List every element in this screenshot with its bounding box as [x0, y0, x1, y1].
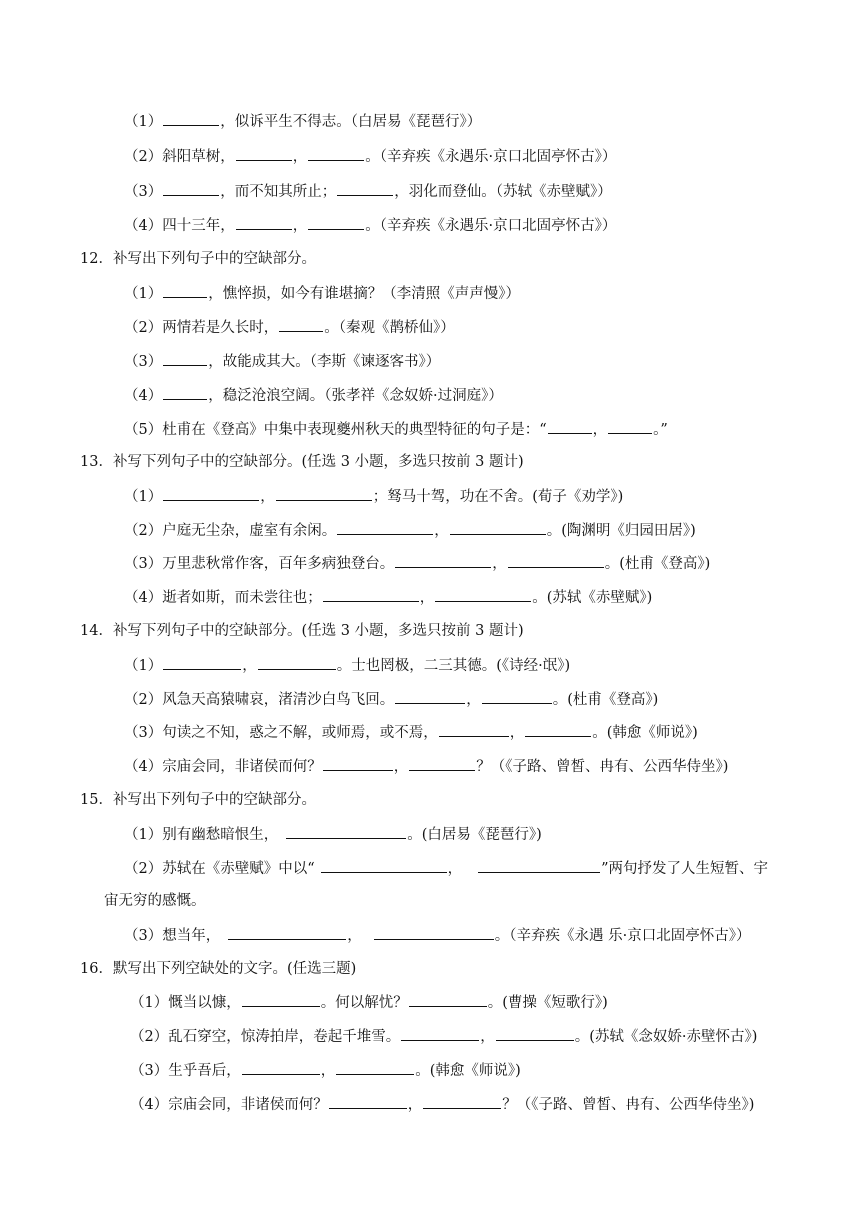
- q12-item-4: （4） ，稳泛沧浪空阔。（张孝祥《念奴娇·过洞庭》）: [124, 385, 503, 406]
- q13-item-1: （1） ， ；驽马十驾，功在不舍。(荀子《劝学》): [124, 486, 623, 507]
- q14-item-1: （1） ， 。士也罔极，二三其德。(《诗经·氓》): [124, 655, 570, 676]
- blank[interactable]: [329, 1094, 407, 1109]
- blank[interactable]: [242, 992, 320, 1007]
- q14-item-3: （3）句读之不知，惑之不解，或师焉，或不焉， ， 。(韩愈《师说》): [124, 722, 698, 743]
- q16-item-3: （3）生乎吾后， ， 。(韩愈《师说》): [130, 1060, 521, 1081]
- blank[interactable]: [409, 756, 475, 771]
- blank[interactable]: [258, 655, 336, 670]
- blank[interactable]: [525, 722, 591, 737]
- blank[interactable]: [608, 419, 652, 434]
- q15-item-1: （1）别有幽愁暗恨生， 。(白居易《琵琶行》): [124, 824, 542, 845]
- blank[interactable]: [337, 520, 433, 535]
- blank[interactable]: [242, 1060, 320, 1075]
- blank[interactable]: [548, 419, 592, 434]
- q13-item-3: （3）万里悲秋常作客，百年多病独登台。 ， 。(杜甫《登高》): [124, 553, 710, 574]
- q15-item-2: （2）苏轼在《赤壁赋》中以“ ， ”两句抒发了人生短暂、宇: [124, 858, 768, 879]
- q14-title: 14．补写下列句子中的空缺部分。(任选 3 小题，多选只按前 3 题计): [80, 623, 524, 639]
- q11-item-2: （2）斜阳草树， ， 。（辛弃疾《永遇乐·京口北固亭怀古》）: [124, 146, 616, 167]
- q15-item-2-cont: 宙无穷的感慨。: [104, 893, 206, 909]
- q13-title: 13．补写下列句子中的空缺部分。(任选 3 小题，多选只按前 3 题计): [80, 454, 524, 470]
- blank[interactable]: [321, 858, 447, 873]
- blank[interactable]: [279, 317, 323, 332]
- blank[interactable]: [236, 146, 292, 161]
- blank[interactable]: [163, 111, 219, 126]
- blank[interactable]: [163, 655, 241, 670]
- q11-item-3: （3） ，而不知其所止； ，羽化而登仙。（苏轼《赤壁赋》）: [124, 181, 612, 202]
- blank[interactable]: [308, 146, 364, 161]
- blank[interactable]: [236, 215, 292, 230]
- blank[interactable]: [478, 858, 600, 873]
- blank[interactable]: [395, 553, 491, 568]
- q14-item-2: （2）风急天高猿啸哀，渚清沙白鸟飞回。 ， 。(杜甫《登高》): [124, 689, 658, 710]
- blank[interactable]: [163, 283, 207, 298]
- blank[interactable]: [401, 1026, 479, 1041]
- q13-item-2: （2）户庭无尘杂，虚室有余闲。 ， 。(陶渊明《归园田居》): [124, 520, 696, 541]
- blank[interactable]: [395, 689, 465, 704]
- blank[interactable]: [308, 215, 364, 230]
- q12-item-5: （5）杜甫在《登高》中集中表现夔州秋天的典型特征的句子是：“ ， 。”: [124, 419, 668, 440]
- blank[interactable]: [423, 1094, 501, 1109]
- blank[interactable]: [228, 925, 346, 940]
- q11-item-1: （1） ，似诉平生不得志。（白居易《琵琶行》）: [124, 111, 481, 132]
- blank[interactable]: [435, 587, 531, 602]
- blank[interactable]: [276, 486, 372, 501]
- q15-item-3: （3）想当年， ， 。（辛弃疾《永遇 乐·京口北固亭怀古》）: [124, 925, 750, 946]
- blank[interactable]: [450, 520, 546, 535]
- blank[interactable]: [508, 553, 604, 568]
- blank[interactable]: [496, 1026, 574, 1041]
- q16-item-2: （2）乱石穿空，惊涛拍岸，卷起千堆雪。 ， 。(苏轼《念奴娇·赤壁怀古》): [130, 1026, 757, 1047]
- blank[interactable]: [163, 486, 259, 501]
- blank[interactable]: [409, 992, 487, 1007]
- q12-item-1: （1） ，憔悴损，如今有谁堪摘？（李清照《声声慢》）: [124, 283, 520, 304]
- blank[interactable]: [337, 181, 393, 196]
- q16-item-1: （1）慨当以慷， 。何以解忧？ 。(曹操《短歌行》): [130, 992, 608, 1013]
- q14-item-4: （4）宗庙会同，非诸侯而何？ ， ？（《子路、曾皙、冉有、公西华侍坐》): [124, 756, 728, 777]
- q15-title: 15．补写出下列句子中的空缺部分。: [80, 792, 316, 808]
- blank[interactable]: [336, 1060, 414, 1075]
- q16-title: 16．默写出下列空缺处的文字。(任选三题): [80, 961, 357, 977]
- q12-item-2: （2）两情若是久长时， 。（秦观《鹊桥仙》）: [124, 317, 455, 338]
- blank[interactable]: [323, 587, 419, 602]
- q16-item-4: （4）宗庙会同，非诸侯而何？ ， ？（《子路、曾皙、冉有、公西华侍坐》): [130, 1094, 754, 1115]
- blank[interactable]: [286, 824, 406, 839]
- blank[interactable]: [439, 722, 509, 737]
- blank[interactable]: [323, 756, 393, 771]
- q11-item-4: （4）四十三年， ， 。（辛弃疾《永遇乐·京口北固亭怀古》）: [124, 215, 616, 236]
- q13-item-4: （4）逝者如斯，而未尝往也； ， 。(苏轼《赤壁赋》): [124, 587, 652, 608]
- q12-item-3: （3） ，故能成其大。（李斯《谏逐客书》）: [124, 351, 440, 372]
- blank[interactable]: [482, 689, 552, 704]
- blank[interactable]: [163, 181, 219, 196]
- blank[interactable]: [374, 925, 494, 940]
- blank[interactable]: [163, 385, 207, 400]
- q12-title: 12．补写出下列句子中的空缺部分。: [80, 251, 316, 267]
- blank[interactable]: [163, 351, 207, 366]
